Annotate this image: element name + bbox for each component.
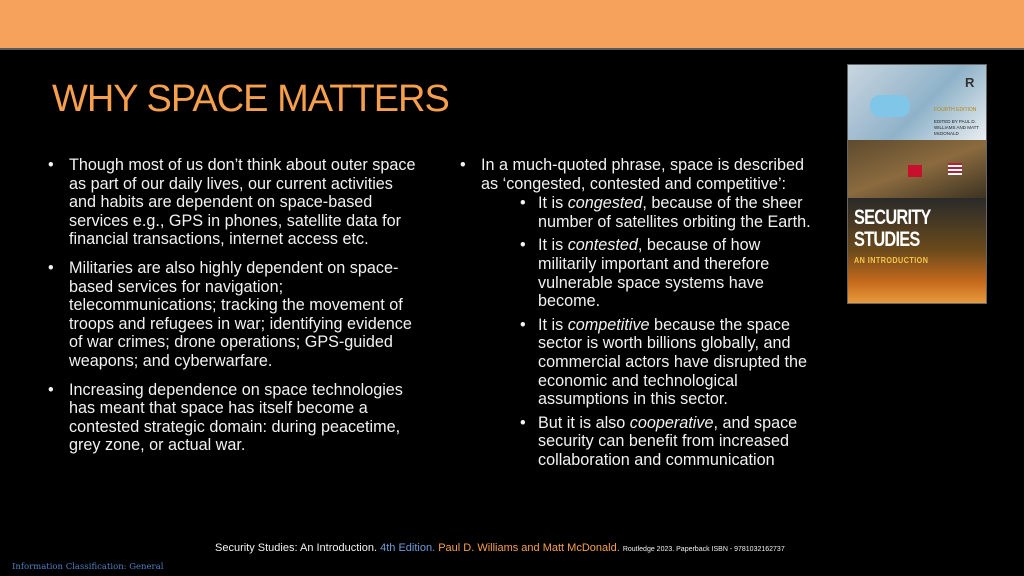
bullet-item: • Increasing dependence on space technologies has meant that space has itself become a contested strategic domain: during peacetime, grey zone, or actual war. [48, 381, 418, 455]
emphasis: congested [567, 194, 643, 213]
sub-bullet-item: • It is contested, because of how militarily important and therefore vulnerable space systems have become. [481, 236, 820, 310]
emphasis: contested [567, 236, 638, 255]
classification-footer: Information Classification: General [12, 562, 164, 572]
cover-subtitle: AN INTRODUCTION [854, 256, 929, 265]
bullet-item: • Though most of us don’t think about outer space as part of our daily lives, our current activities and habits are dependent on space-based services e.g., GPS in phones, satellite data for financial transactions, internet access etc. [48, 156, 418, 249]
emphasis: competitive [567, 315, 650, 334]
cover-editors: EDITED BY PAUL D. WILLIAMS AND MATT McDONALD [934, 119, 980, 136]
citation [215, 542, 785, 554]
face-mask-shape [870, 95, 910, 117]
publisher-logo: R [965, 75, 975, 90]
citation-authors: Paul D. Williams and Matt McDonald. [438, 542, 623, 554]
citation-publisher: Routledge 2023. Paperback ISBN - 9781032162737 [622, 546, 785, 553]
cover-title: SECURITY STUDIES [854, 206, 931, 251]
top-banner [0, 0, 1024, 50]
flag-china [908, 165, 922, 177]
slide-title: WHY SPACE MATTERS [52, 78, 449, 120]
cover-edition: FOURTH EDITION [934, 107, 977, 113]
emphasis: cooperative [629, 413, 714, 432]
left-column [48, 156, 418, 465]
citation-edition: 4th Edition. [380, 542, 439, 554]
right-bullet-list [460, 156, 820, 470]
sub-bullet-item: • But it is also cooperative, and space security can benefit from increased collaboration and communication [481, 414, 820, 470]
bullet-intro: In a much-quoted phrase, space is described as ‘congested, contested and competitive’: [481, 156, 805, 193]
bullet-item: • Militaries are also highly dependent on space-based services for navigation; telecommunications; tracking the movement of troops and refugees in war; identifying evidence of war crimes; drone operations; GPS-guided weapons; and cyberwarfare. [48, 259, 418, 371]
book-cover-image [847, 64, 987, 304]
bullet-item [460, 156, 820, 470]
left-bullet-list [48, 156, 418, 455]
citation-title: Security Studies: An Introduction. [215, 542, 381, 554]
flag-usa [948, 163, 962, 175]
sub-bullet-item: • It is congested, because of the sheer number of satellites orbiting the Earth. [481, 194, 820, 231]
sub-bullet-list [481, 194, 820, 469]
right-column [460, 156, 820, 480]
sub-bullet-item: • It is competitive because the space sector is worth billions globally, and commercial actors have disrupted the economic and technological assumptions in this sector. [481, 316, 820, 409]
